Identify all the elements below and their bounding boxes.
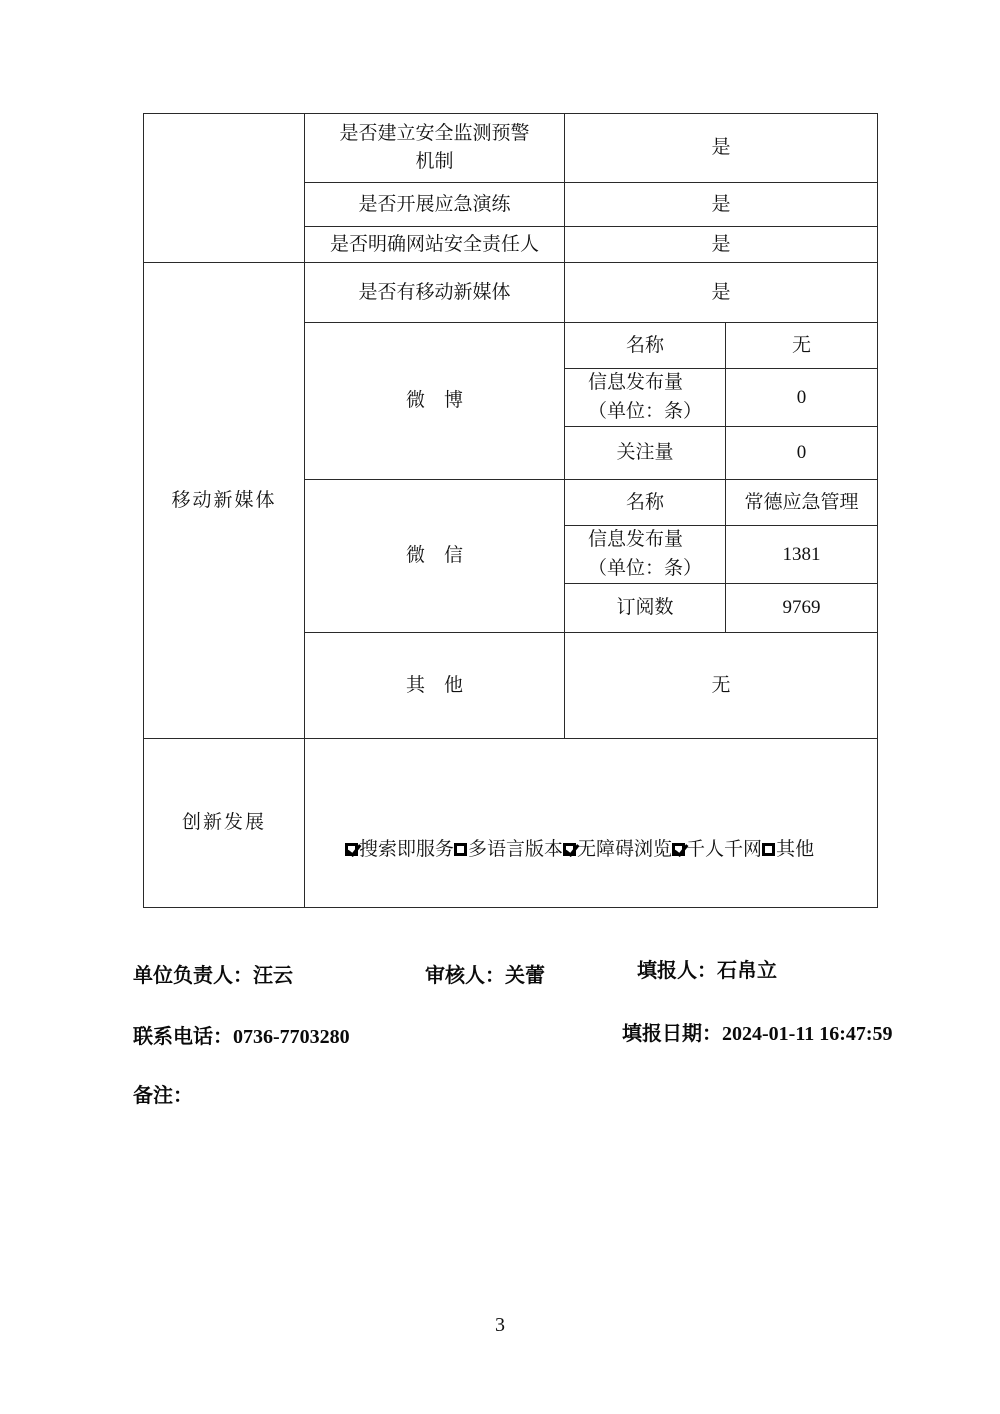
other-checkbox-icon[interactable] [762,843,775,856]
weibo-followers-value: 0 [726,427,878,480]
remark-field: 备注： [133,1085,193,1107]
security-officer-label: 是否明确网站安全责任人 [305,227,565,263]
weibo-name-value: 无 [726,323,878,369]
security-section-cell [144,114,305,263]
annual-report-table [143,113,878,908]
accessibility-checkbox-icon[interactable] [563,843,576,856]
wechat-publish-value: 1381 [726,526,878,584]
search-as-service-checkbox-icon[interactable] [345,843,358,856]
weibo-followers-label: 关注量 [565,427,726,480]
report-date: 2024-01-11 16:47:59 [722,1023,893,1045]
other-media-value: 无 [565,633,878,739]
wechat-subscribers-label: 订阅数 [565,584,726,633]
option-accessibility: 无障碍浏览 [563,836,672,864]
phone-field: 联系电话：0736-7703280 [133,1026,350,1048]
personalized-checkbox-icon[interactable] [672,843,685,856]
wechat-name-label: 名称 [565,480,726,526]
wechat-subscribers-value: 9769 [726,584,878,633]
has-mobile-media-value: 是 [565,263,878,323]
security-drill-value: 是 [565,183,878,227]
page-number: 3 [495,1314,505,1336]
report-date-field: 填报日期：2024-01-11 16:47:59 [622,1023,893,1045]
option-search-as-service: 搜索即服务 [345,836,454,864]
unit-head-field: 单位负责人：汪云 [133,965,293,987]
wechat-name-value: 常德应急管理 [726,480,878,526]
security-drill-label: 是否开展应急演练 [305,183,565,227]
option-other: 其他 [762,836,814,864]
innovation-options-cell [305,739,878,908]
option-multilingual: 多语言版本 [454,836,563,864]
multilingual-checkbox-icon[interactable] [454,843,467,856]
filler-field: 填报人：石帛立 [637,960,777,982]
innovation-options-line [305,782,877,864]
security-officer-value: 是 [565,227,878,263]
option-personalized: 千人千网 [672,836,762,864]
phone-number: 0736-7703280 [233,1026,350,1048]
weibo-label: 微 博 [305,323,565,480]
auditor-field: 审核人：关蕾 [425,965,545,987]
innovation-section-label: 创新发展 [144,739,305,908]
other-media-label: 其 他 [305,633,565,739]
wechat-label: 微 信 [305,480,565,633]
weibo-name-label: 名称 [565,323,726,369]
auditor-name: 关蕾 [505,965,545,987]
unit-head-name: 汪云 [253,965,293,987]
mobile-media-section-label: 移动新媒体 [144,263,305,739]
weibo-publish-label: 信息发布量 （单位：条） [565,369,726,427]
wechat-publish-label: 信息发布量 （单位：条） [565,526,726,584]
security-monitor-label: 是否建立安全监测预警 机制 [305,114,565,183]
security-monitor-value: 是 [565,114,878,183]
has-mobile-media-label: 是否有移动新媒体 [305,263,565,323]
weibo-publish-value: 0 [726,369,878,427]
filler-name: 石帛立 [717,960,777,982]
